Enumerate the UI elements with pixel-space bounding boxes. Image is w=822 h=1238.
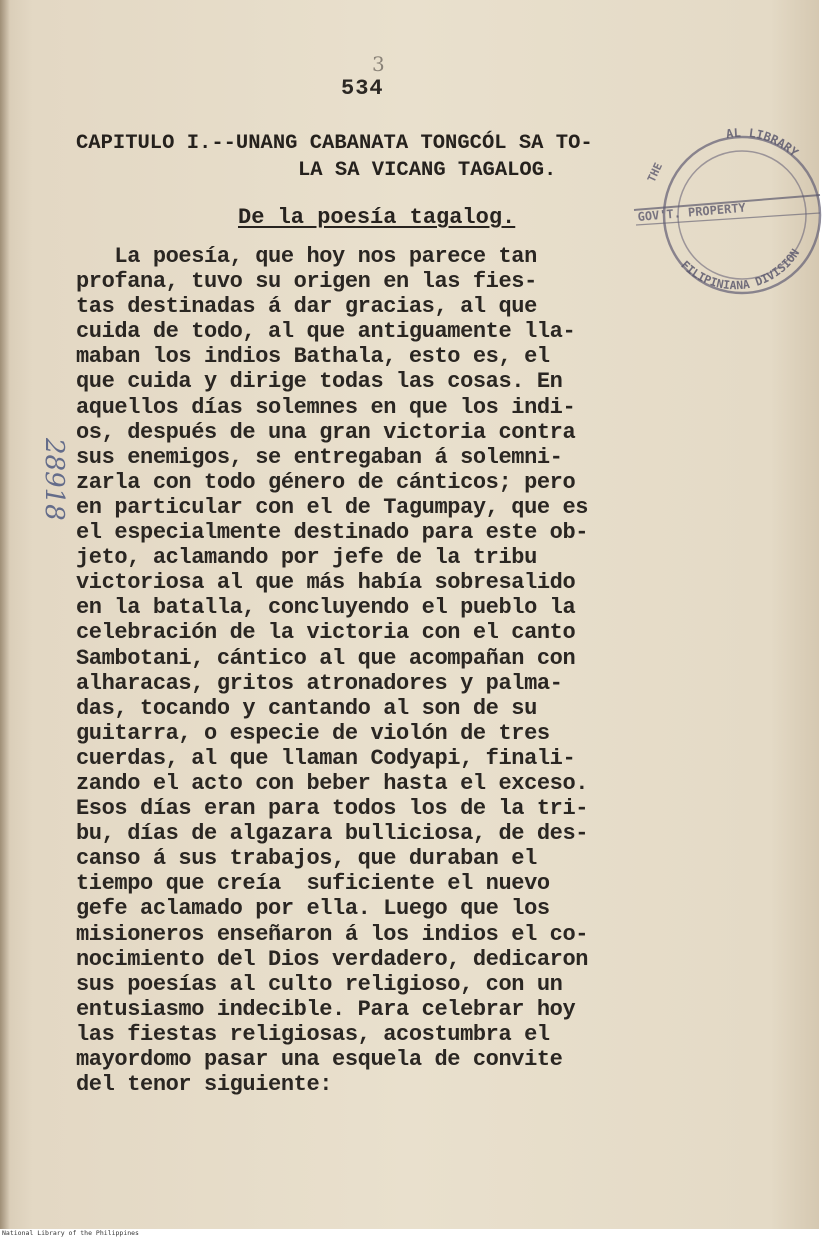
- stamp-bottom-text: FILIPINIANA DIVISION: [678, 246, 803, 293]
- body-line: canso á sus trabajos, que duraban el: [76, 846, 537, 872]
- margin-note-text: 28918: [39, 438, 69, 521]
- body-line: maban los indios Bathala, esto es, el: [76, 344, 550, 370]
- page-number: 534: [341, 76, 384, 101]
- body-line: tiempo que creía suficiente el nuevo: [76, 871, 550, 897]
- body-line: en la batalla, concluyendo el pueblo la: [76, 595, 576, 621]
- body-line: celebración de la victoria con el canto: [76, 620, 576, 646]
- stamp-left-text: THE: [644, 160, 666, 185]
- chapter-title: [76, 130, 593, 184]
- body-line: sus enemigos, se entregaban á solemni-: [76, 444, 563, 470]
- svg-text:FILIPINIANA DIVISION: [678, 246, 802, 292]
- page-edge-shadow: [0, 0, 10, 1229]
- chapter-title-line-2: LA SA VICANG TAGALOG.: [298, 159, 557, 182]
- body-line: que cuida y dirige todas las cosas. En: [76, 369, 563, 395]
- body-line: guitarra, o especie de violón de tres: [76, 720, 550, 746]
- body-line: das, tocando y cantando al son de su: [76, 695, 537, 721]
- body-line: gefe aclamado por ella. Luego que los: [76, 896, 550, 922]
- body-line: cuida de todo, al que antiguamente lla-: [76, 319, 576, 345]
- body-line: en particular con el de Tagumpay, que es: [76, 494, 589, 520]
- body-line: cuerdas, al que llaman Codyapi, finali-: [76, 745, 576, 771]
- handwritten-margin-note-icon: [8, 436, 69, 556]
- footer-strip: [0, 1229, 819, 1238]
- body-line: entusiasmo indecible. Para celebrar hoy: [76, 996, 576, 1022]
- body-line: aquellos días solemnes en que los indi-: [76, 394, 576, 420]
- body-line: Sambotani, cántico al que acompañan con: [76, 645, 576, 671]
- pencil-mark: 3: [372, 52, 385, 76]
- body-line: las fiestas religiosas, acostumbra el: [76, 1021, 550, 1047]
- body-line: el especialmente destinado para este ob-: [76, 520, 589, 546]
- body-line: jeto, aclamando por jefe de la tribu: [76, 545, 537, 571]
- body-line: sus poesías al culto religioso, con un: [76, 971, 563, 997]
- body-line: La poesía, que hoy nos parece tan: [76, 244, 537, 269]
- library-stamp-icon: [632, 115, 822, 310]
- body-paragraph: [76, 244, 716, 1097]
- body-line: nocimiento del Dios verdadero, dedicaron: [76, 946, 589, 972]
- stamp-middle-text: GOV'T. PROPERTY: [637, 200, 747, 224]
- section-title: De la poesía tagalog.: [238, 205, 516, 230]
- body-line: tas destinadas á dar gracias, al que: [76, 294, 537, 320]
- body-line: victoriosa al que más había sobresalido: [76, 570, 576, 596]
- body-line: bu, días de algazara bulliciosa, de des-: [76, 821, 589, 847]
- body-line: os, después de una gran victoria contra: [76, 419, 576, 445]
- chapter-title-line-1: CAPITULO I.--UNANG CABANATA TONGCÓL SA TO-: [76, 132, 593, 155]
- body-line: misioneros enseñaron á los indios el co-: [76, 921, 589, 947]
- body-line: zarla con todo género de cánticos; pero: [76, 469, 576, 495]
- body-line: profana, tuvo su origen en las fies-: [76, 269, 537, 295]
- body-line: alharacas, gritos atronadores y palma-: [76, 670, 563, 696]
- body-line: Esos días eran para todos los de la tri-: [76, 796, 589, 822]
- body-line: zando el acto con beber hasta el exceso.: [76, 770, 589, 796]
- stamp-top-text: AL LIBRARY: [724, 125, 801, 160]
- body-line: del tenor siguiente:: [76, 1072, 333, 1098]
- body-line: mayordomo pasar una esquela de convite: [76, 1047, 563, 1072]
- footer-credit: National Library of the Philippines: [2, 1229, 139, 1237]
